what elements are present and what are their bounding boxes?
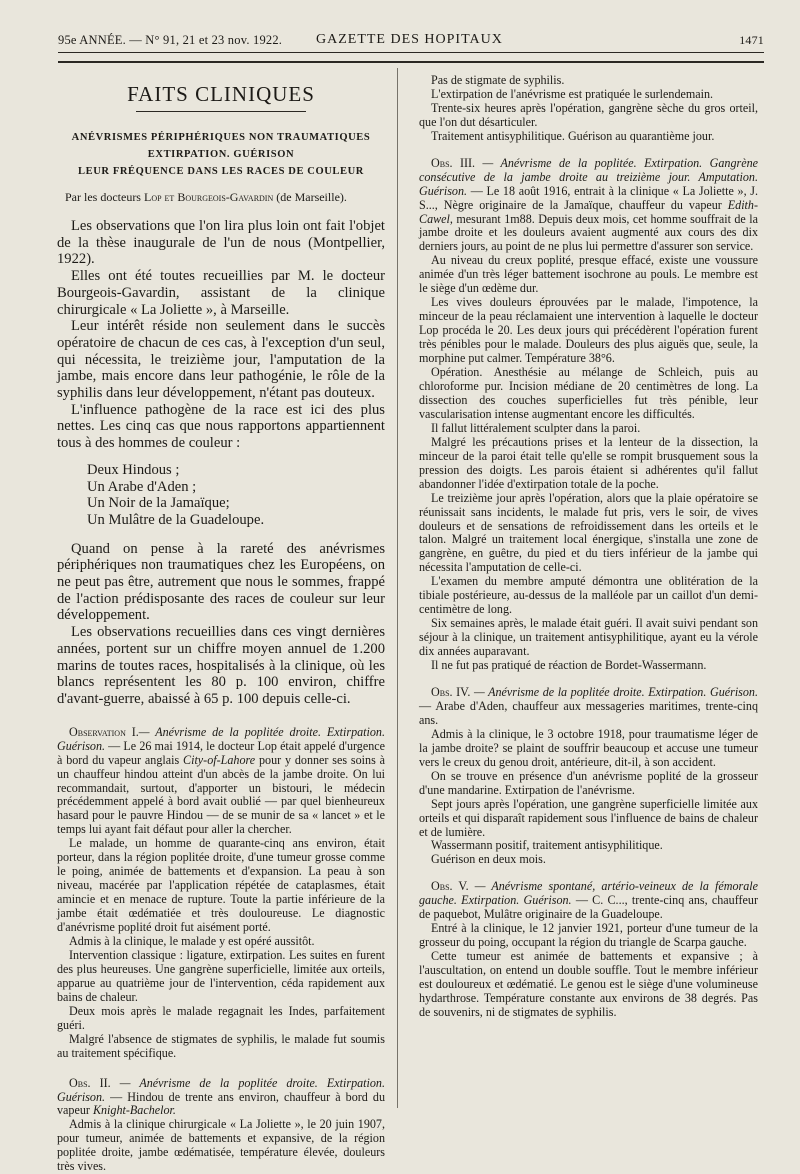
obs-paragraph: Admis à la clinique, le 3 octobre 1918, pour traumatisme léger de la jambe droite? se plaint de souffrir beaucoup et accuse une tumeur vers le creux du genou droit, antérieure, dit-il, à son accident. [419,726,758,769]
obs-paragraph: Il fallut littéralement sculpter dans la paroi. [431,420,641,435]
header-rule-thick [58,61,764,63]
intro-paragraph: Quand on pense à la rareté des anévrismes périphériques non traumatiques chez les Européens, on ne peut pas être, autrement que nous le sommes, frappé de l'action prédisposante des races de couleur sur leur développement. [57,540,385,624]
obs-title: — Anévrisme de la poplitée droite. Extirpation. Guérison. [57,1075,385,1104]
obs-paragraph: L'extirpation de l'anévrisme est pratiquée le surlendemain. [431,86,714,101]
obs-paragraph: Entré à la clinique, le 12 janvier 1921, porteur d'une tumeur de la grosseur du poing, occupant la région du triangle de Scarpa gauche. [419,921,758,950]
obs-title: — Anévrisme de la poplitée droite. Extirpation. Guérison. [473,684,759,699]
race-item: Un Noir de la Jamaïque; [87,495,230,512]
article-intro [57,218,385,452]
obs-text: — Arabe d'Aden, chauffeur aux messageries maritimes, trente-cinq ans. [419,698,758,727]
obs-label: Observation I. [69,724,139,739]
obs-text: — Le 26 mai 1914, le docteur Lop était appelé d'urgence à bord du vapeur anglais [57,738,385,767]
intro-paragraph: L'influence pathogène de la race est ici des plus nettes. Les cinq cas que nous rapportons appartiennent tous à des hommes de couleur : [57,401,385,452]
observation-1 [57,726,385,1061]
obs-paragraph: Deux mois après le malade regagnait les Indes, parfaitement guéri. [57,1003,385,1032]
intro-paragraph: Elles ont été toutes recueillies par M. le docteur Bourgeois-Gavardin, assistant de la clinique chirurgicale « La Joliette », à Marseille. [57,268,385,318]
intro-paragraph: Les observations recueillies dans ces vingt dernières années, portent sur un chiffre moyen annuel de 1.200 marins de toutes races, hospitalisés à la clinique, où les blancs représentent les 80 p. 100 environ, chiffre d'avant-guerre, abaissé à 65 p. 100 depuis celle-ci. [57,624,385,707]
race-item: Deux Hindous ; [87,461,180,478]
issue-line: 95e ANNÉE. — N° 91, 21 et 23 nov. 1922. [58,33,283,47]
column-divider [397,68,398,1108]
obs-title: — Anévrisme de la poplitée. Extirpation. Gangrène consécutive de la jambe droite au treizième jour. Amputation. Guérison. [419,155,759,198]
obs-paragraph: Sept jours après l'opération, une gangrène superficielle limitée aux orteils et qui disparaît rapidement sous l'influence de bains de chaleur et de lumière. [419,796,758,839]
observation-3 [419,157,758,673]
obs-text: — Hindou de trente ans environ, chauffeur à bord du vapeur [57,1089,385,1118]
obs-label: Obs. IV. [431,684,471,699]
header-rule-thin [58,52,764,53]
headline-line-1: ANÉVRISMES PÉRIPHÉRIQUES NON TRAUMATIQUES [71,132,371,143]
race-item: Un Arabe d'Aden ; [87,478,197,495]
obs-paragraph: L'examen du membre amputé démontra une oblitération de la tibiale postérieure, au-dessus de la malléole par un caillot d'un demi-centimètre de long. [419,574,758,617]
obs-paragraph: Pas de stigmate de syphilis. [431,72,565,87]
obs-paragraph: Traitement antisyphilitique. Guérison au quarantième jour. [431,128,715,143]
page-number: 1471 [739,33,764,47]
obs-paragraph: Cette tumeur est animée de battements et expansive ; à l'auscultation, on entend un double souffle. Tout le membre inférieur est douloureux et œdématié. Le genou est le siège d'une volumineuse hydarthrose. Température constante aux environs de 38 degrés. Pas de souvenirs, ni de stigmates de syphilis. [419,949,758,1019]
article-headline [57,129,385,180]
obs-paragraph: Six semaines après, le malade était guéri. Il avait suivi pendant son séjour à la clinique, un traitement antisyphilitique, ayant eu la vérole dix années auparavant. [419,616,758,659]
byline-suffix: (de Marseille). [273,190,347,204]
obs-paragraph: Les vives douleurs éprouvées par le malade, l'impotence, la minceur de la peau réclamaient une intervention à laquelle le docteur Lop procéda le 20. Les deux jours qui précédèrent l'opération furent très pénibles pour le malade. Douleurs des plus aiguës que, seule, la morphine put calmer. Température 38°6. [419,295,758,366]
ship-name: Edith-Cawel [419,197,758,226]
headline-line-3: LEUR FRÉQUENCE DANS LES RACES DE COULEUR [78,166,364,177]
obs-paragraph: Malgré les précautions prises et la lenteur de la dissection, la minceur de la paroi était telle qu'elle se rompit brusquement sous la pression des doigts. Les parois étaient si adhérentes qu'il fallut abandonner l'idée d'extirpation totale de la poche. [419,434,758,491]
race-item: Un Mulâtre de la Guadeloupe. [87,511,265,528]
obs-label: Obs. V. [431,879,469,894]
obs-text: — Le 18 août 1916, entrait à la clinique « La Joliette », J. S..., Nègre originaire de la Jamaïque, chauffeur du vapeur [419,183,758,212]
left-column [57,70,385,1174]
observation-5 [419,880,758,1020]
journal-title: GAZETTE DES HOPITAUX [316,32,503,47]
obs-paragraph: Malgré l'absence de stigmates de syphilis, le malade fut soumis au traitement spécifique. [57,1031,385,1060]
obs-paragraph: Trente-six heures après l'opération, gangrène sèche du gros orteil, que l'on dut désarticuler. [419,100,758,129]
obs-text: — C. C..., trente-cinq ans, chauffeur de paquebot, Mulâtre originaire de la Guadeloupe. [419,893,758,922]
obs-text: , mesurant 1m88. Depuis deux mois, cet homme souffrait de la jambe droite et les douleurs avaient augmenté aux cours des dix derniers jours, au point de ne plus lui permettre d'assurer son service. [419,211,758,254]
obs-paragraph: Le treizième jour après l'opération, alors que la plaie opératoire se réunissait sans incidents, le malade fut pris, vers le soir, de vives douleurs et de sensations de refroidissement dans les orteils et le talon. Malgré un traitement local énergique, s'installa une zone de gangrène, en guêtre, du pied et du tiers inférieur de la jambe qui nécessita l'amputation de celle-ci. [419,490,758,575]
obs-text: pour y donner ses soins à un chauffeur hindou atteint d'un abcès de la jambe droite. On lui recommandait, surtout, d'apporter un bistouri, le médecin précédemment appelé à bord avait oublié — par quel bienheureux hasard pour le pauvre Hindou — de se munir de sa « lancet » et le temps lui ayant fait défaut pour aller la chercher. [57,752,386,837]
intro-paragraph: Les observations que l'on lira plus loin ont fait l'objet de la thèse inaugurale de l'un de nous (Montpellier, 1922). [57,218,385,268]
observation-2-continued [419,74,758,144]
observation-2 [57,1077,385,1174]
obs-paragraph: Admis à la clinique, le malade y est opéré aussitôt. [69,933,315,948]
obs-label: Obs. III. [431,155,476,170]
observation-4 [419,686,758,867]
obs-paragraph: Wassermann positif, traitement antisyphilitique. [431,838,663,853]
obs-label: Obs. II. [69,1075,111,1090]
obs-title: — Anévrisme de la poplitée droite. Extirpation. Guérison. [57,724,385,753]
obs-paragraph: On se trouve en présence d'un anévrisme poplité de la grosseur d'une mandarine. Extirpation de l'anévrisme. [419,768,758,797]
section-title: FAITS CLINIQUES [127,82,315,106]
byline-prefix: Par les docteurs [65,190,144,204]
races-list [87,462,385,529]
obs-paragraph: Intervention classique : ligature, extirpation. Les suites en furent des plus heureuses. Une gangrène superficielle, limitée aux orteils, apparue au quatrième jour de l'intervention, céda rapidement aux bains de chaleur. [57,947,385,1004]
intro-paragraph: Leur intérêt réside non seulement dans le succès opératoire de chacun de ces cas, à l'exception d'un seul, qui nécessita, le treizième jour, l'amputation de la jambe, mais encore dans leur pathogénie, le rôle de la syphilis dans leur développement, n'étant pas douteux. [57,318,385,402]
obs-title: — Anévrisme spontané, artério-veineux de la fémorale gauche. Extirpation. Guérison. [419,879,758,908]
obs-paragraph: Guérison en deux mois. [431,852,546,867]
article-intro-continued [57,541,385,708]
obs-paragraph: Opération. Anesthésie au mélange de Schleich, puis au chloroforme pur. Incision médiane de 20 centimètres de long. La dissection des couches superficielles fut très pénible, leur vascularisation intense augmentant encore les difficultés. [419,365,758,421]
page-header [58,33,764,51]
headline-line-2: EXTIRPATION. GUÉRISON [147,149,295,160]
ship-name: City-of-Lahore [183,752,256,767]
title-rule [136,111,306,112]
obs-paragraph: Admis à la clinique chirurgicale « La Joliette », le 20 juin 1907, pour tumeur, animée de battements et expansive, de la région poplitée droite, jambe œdématisée, température élevée, douleurs très vives. [57,1117,385,1174]
right-column [419,74,758,1020]
obs-paragraph: Au niveau du creux poplité, presque effacé, existe une voussure animée d'un très léger battement isochrone au pouls. Le membre est le siège d'un œdème dur. [419,253,758,296]
byline-authors: Lop et Bourgeois-Gavardin [143,190,274,204]
obs-paragraph: Le malade, un homme de quarante-cinq ans environ, était porteur, dans la région poplitée droite, d'une tumeur grosse comme le poing, animée de battements et d'expansion. La peau à son niveau, macérée par l'application répétée de cataplasmes, était amincie et en menace de rupture. Toute la partie inférieure de la jambe était œdématiée et très douloureuse. Le diagnostic d'anévrisme poplité droit fut aisément porté. [57,836,385,935]
ship-name: Knight-Bachelor. [92,1103,176,1118]
byline [57,190,385,204]
obs-paragraph: Il ne fut pas pratiqué de réaction de Bordet-Wassermann. [431,658,707,673]
